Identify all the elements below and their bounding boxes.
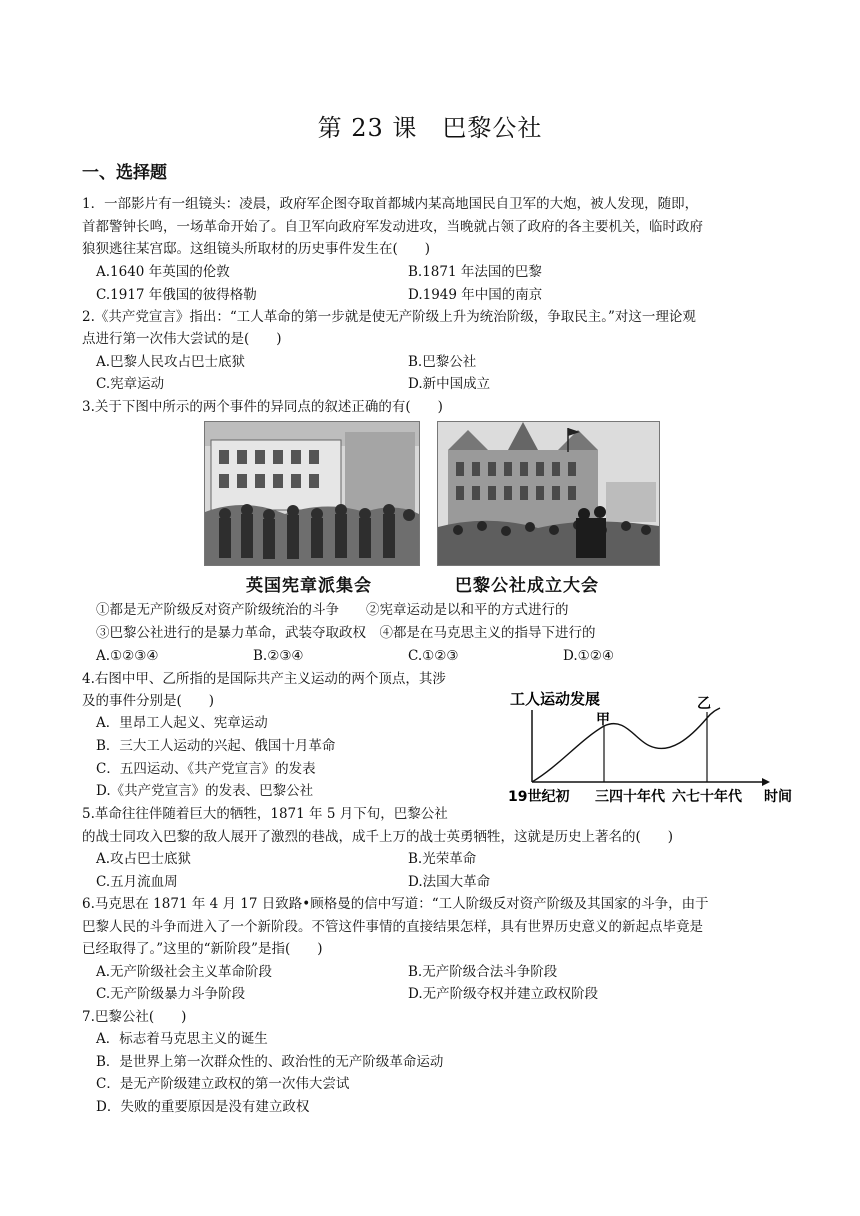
caption-chartist-meeting: 英国宪章派集会 bbox=[246, 576, 372, 596]
q6-line-1: 6.马克思在 1871 年 4 月 17 日致路•顾格曼的信中写道：“工人阶级反对资产阶级及其国家的斗争，由于 bbox=[82, 896, 709, 912]
diagram-x-arrow bbox=[762, 778, 770, 786]
q1-option-d: D.1949 年中国的南京 bbox=[408, 287, 543, 303]
q4-option-b: B．三大工人运动的兴起、俄国十月革命 bbox=[96, 738, 336, 754]
diagram-xtick-3: 六七十年代 bbox=[672, 789, 742, 805]
q4-line-1: 4.右图中甲、乙所指的是国际共产主义运动的两个顶点，其涉 bbox=[82, 671, 446, 687]
q1-line-2: 首都警钟长鸣，一场革命开始了。自卫军向政府军发动进攻，当晚就占领了政府的各主要机关，临时政府 bbox=[82, 219, 703, 235]
q3-option-b: B.②③④ bbox=[253, 648, 304, 664]
labor-movement-diagram bbox=[500, 680, 810, 810]
q7-option-a: A．标志着马克思主义的诞生 bbox=[96, 1031, 268, 1047]
diagram-xlabel: 时间 bbox=[764, 789, 792, 805]
section-heading: 一、选择题 bbox=[82, 163, 167, 183]
q1-option-c: C.1917 年俄国的彼得格勒 bbox=[96, 287, 257, 303]
q1-line-3: 狼狈逃往某宫邸。这组镜头所取材的历史事件发生在( ) bbox=[82, 241, 431, 257]
q3-option-a: A.①②③④ bbox=[96, 648, 159, 664]
diagram-curve bbox=[532, 708, 720, 782]
chartist-meeting-image bbox=[204, 421, 420, 566]
q7-option-c: C．是无产阶级建立政权的第一次伟大尝试 bbox=[96, 1076, 350, 1092]
q3-option-d: D.①②④ bbox=[563, 648, 614, 664]
q4-option-a: A．里昂工人起义、宪章运动 bbox=[96, 715, 268, 731]
q2-line-2: 点进行第一次伟大尝试的是( ) bbox=[82, 331, 282, 347]
diagram-peak1-label: 甲 bbox=[596, 712, 610, 728]
q4-line-2: 及的事件分别是( ) bbox=[82, 693, 215, 709]
paris-commune-image bbox=[437, 421, 660, 566]
q6-option-c: C.无产阶级暴力斗争阶段 bbox=[96, 986, 246, 1002]
q5-option-b: B.光荣革命 bbox=[408, 851, 477, 867]
q5-line-1: 5.革命往往伴随着巨大的牺牲，1871 年 5 月下旬，巴黎公社 bbox=[82, 806, 448, 822]
diagram-xtick-2: 三四十年代 bbox=[595, 789, 665, 805]
diagram-ylabel: 工人运动发展 bbox=[510, 690, 601, 708]
q6-option-b: B.无产阶级合法斗争阶段 bbox=[408, 964, 558, 980]
q6-option-a: A.无产阶级社会主义革命阶段 bbox=[96, 964, 273, 980]
q7-line-1: 7.巴黎公社( ) bbox=[82, 1009, 187, 1025]
q2-line-1: 2.《共产党宣言》指出：“工人革命的第一步就是使无产阶级上升为统治阶级，争取民主。”对这一理论观 bbox=[82, 309, 696, 325]
caption-paris-commune: 巴黎公社成立大会 bbox=[455, 576, 599, 596]
q7-option-b: B．是世界上第一次群众性的、政治性的无产阶级革命运动 bbox=[96, 1054, 444, 1070]
q7-option-d: D．失败的重要原因是没有建立政权 bbox=[96, 1099, 310, 1115]
q3-option-c: C.①②③ bbox=[408, 648, 459, 664]
q3-line-1: 3.关于下图中所示的两个事件的异同点的叙述正确的有( ) bbox=[82, 399, 443, 415]
q5-option-a: A.攻占巴士底狱 bbox=[96, 851, 192, 867]
page-title: 第 23 课 巴黎公社 bbox=[317, 114, 543, 142]
q1-line-1: 1．一部影片有一组镜头：凌晨，政府军企图夺取首都城内某高地国民自卫军的大炮，被人发现，随即， bbox=[82, 196, 699, 212]
q4-option-d: D.《共产党宣言》的发表、巴黎公社 bbox=[96, 783, 314, 799]
q2-option-c: C.宪章运动 bbox=[96, 376, 165, 392]
q1-option-b: B.1871 年法国的巴黎 bbox=[408, 264, 542, 280]
q2-option-b: B.巴黎公社 bbox=[408, 354, 477, 370]
diagram-xtick-1: 19世纪初 bbox=[508, 789, 570, 805]
q3-statement-2: ③巴黎公社进行的是暴力革命，武装夺取政权 ④都是在马克思主义的指导下进行的 bbox=[96, 625, 596, 641]
q6-option-d: D.无产阶级夺权并建立政权阶段 bbox=[408, 986, 599, 1002]
q3-statement-1: ①都是无产阶级反对资产阶级统治的斗争 ②宪章运动是以和平的方式进行的 bbox=[96, 602, 569, 618]
q2-option-d: D.新中国成立 bbox=[408, 376, 491, 392]
q1-option-a: A.1640 年英国的伦敦 bbox=[96, 264, 230, 280]
q6-line-2: 巴黎人民的斗争而进入了一个新阶段。不管这件事情的直接结果怎样，具有世界历史意义的新起点毕竟是 bbox=[82, 919, 703, 935]
q6-line-3: 已经取得了。”这里的“新阶段”是指( ) bbox=[82, 941, 323, 957]
q2-option-a: A.巴黎人民攻占巴士底狱 bbox=[96, 354, 246, 370]
q5-line-2: 的战士同攻入巴黎的敌人展开了激烈的巷战，成千上万的战士英勇牺牲，这就是历史上著名的( ) bbox=[82, 829, 674, 845]
q4-option-c: C．五四运动、《共产党宣言》的发表 bbox=[96, 761, 316, 777]
q5-option-d: D.法国大革命 bbox=[408, 874, 491, 890]
q5-option-c: C.五月流血周 bbox=[96, 874, 178, 890]
diagram-peak2-label: 乙 bbox=[697, 696, 711, 712]
